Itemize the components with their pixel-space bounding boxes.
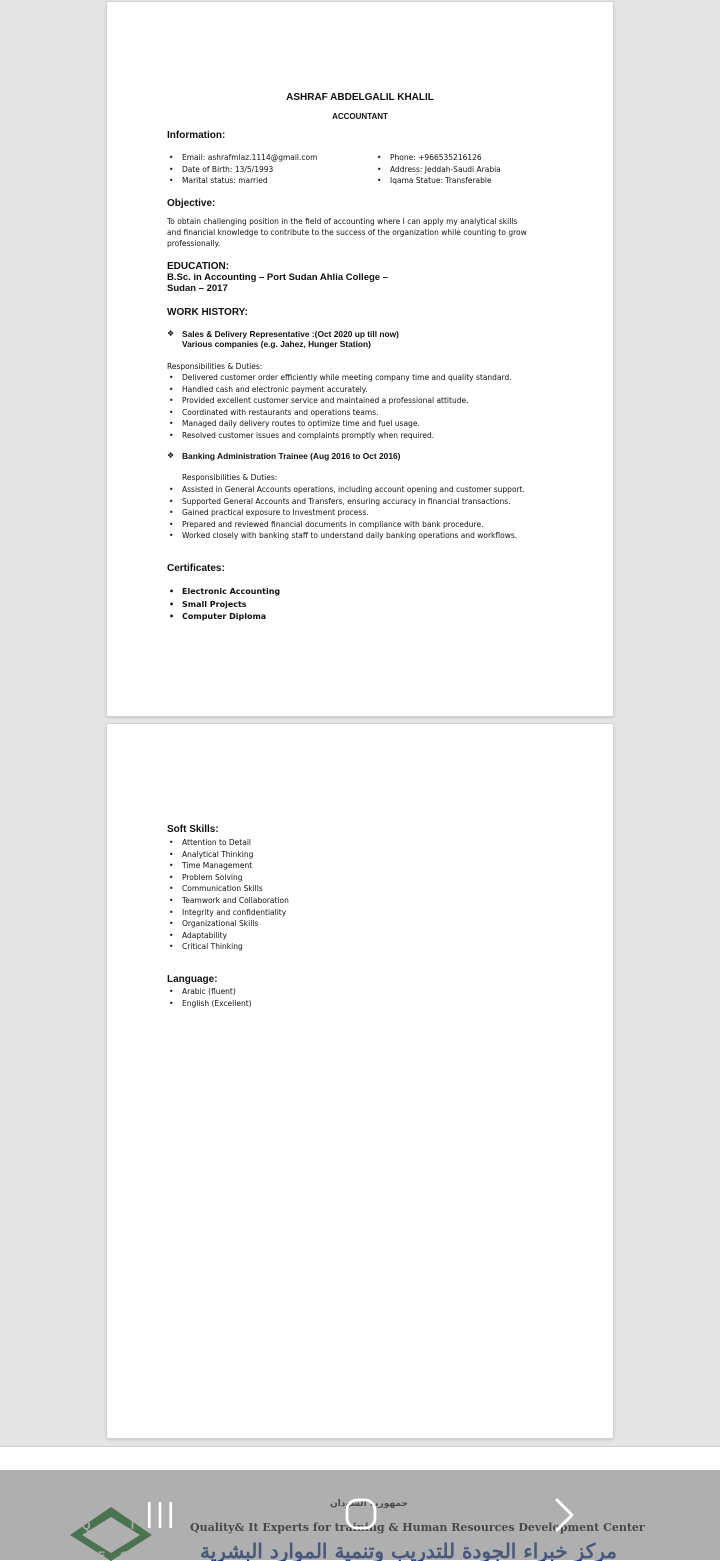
info-marital-status: • Marital status: married [167, 175, 367, 187]
recents-button[interactable] [130, 1492, 190, 1538]
certificates-list [167, 586, 467, 624]
education-degree-line1: B.Sc. in Accounting – Port Sudan Ahlia College – [167, 272, 388, 283]
certificate-item: • Computer Diploma [167, 611, 467, 624]
job-1-duty: • Managed daily delivery routes to optimize time and fuel usage. [167, 418, 587, 430]
language-heading: Language: [167, 974, 218, 985]
language-item: • Arabic (fluent) [167, 986, 467, 998]
objective-text: To obtain challenging position in the field of accounting where I can apply my analytical skills and financial knowledge to contribute to the success of the organization while counting to grow professionally. [167, 217, 527, 248]
job-1-subtitle: Various companies (e.g. Jahez, Hunger Station) [182, 339, 371, 349]
soft-skill-item: • Problem Solving [167, 872, 467, 884]
resume-title: ACCOUNTANT [332, 112, 388, 121]
information-left-list [167, 152, 367, 187]
job-1-duty: • Resolved customer issues and complaints promptly when required. [167, 430, 587, 442]
language-list [167, 986, 467, 1009]
resume-name: ASHRAF ABDELGALIL KHALIL [286, 92, 434, 103]
diamond-bullet-icon: ❖ [167, 451, 175, 460]
soft-skill-item: • Attention to Detail [167, 837, 467, 849]
language-item: • English (Excellent) [167, 998, 467, 1010]
info-dob: • Date of Birth: 13/5/1993 [167, 164, 367, 176]
soft-skill-item: • Adaptability [167, 930, 467, 942]
job-1-duties-list [167, 372, 587, 442]
soft-skill-item: • Analytical Thinking [167, 849, 467, 861]
home-icon [330, 1492, 390, 1538]
soft-skill-item: • Communication Skills [167, 883, 467, 895]
soft-skill-item: • Integrity and confidentiality [167, 907, 467, 919]
objective-heading: Objective: [167, 198, 216, 209]
home-button[interactable] [330, 1492, 390, 1538]
diamond-bullet-icon: ❖ [167, 329, 175, 338]
job-1-duties-label: Responsibilities & Duties: [167, 362, 263, 371]
job-1-duty: • Handled cash and electronic payment accurately. [167, 384, 587, 396]
soft-skill-item: • Critical Thinking [167, 941, 467, 953]
back-button[interactable] [535, 1492, 595, 1538]
navigation-bar [0, 1470, 720, 1560]
resume-page-1 [107, 2, 613, 716]
back-chevron-icon [535, 1492, 595, 1538]
job-2-title: Banking Administration Trainee (Aug 2016 to Oct 2016) [182, 451, 401, 461]
job-2-duty: • Assisted in General Accounts operations, including account opening and customer support. [167, 484, 597, 496]
job-1-duty: • Provided excellent customer service and maintained a professional attitude. [167, 395, 587, 407]
resume-page-2 [107, 724, 613, 1438]
job-2-duty: • Supported General Accounts and Transfers, ensuring accuracy in financial transactions. [167, 496, 597, 508]
job-2-duty: • Prepared and reviewed financial documents in compliance with bank procedure. [167, 519, 597, 531]
job-2-duty: • Worked closely with banking staff to understand daily banking operations and workflows. [167, 530, 597, 542]
job-1-duty: • Coordinated with restaurants and operations teams. [167, 407, 587, 419]
job-2-duties-label: Responsibilities & Duties: [182, 473, 278, 482]
certificate-item: • Electronic Accounting [167, 586, 467, 599]
job-2-duty: • Gained practical exposure to Investment process. [167, 507, 597, 519]
education-degree-line2: Sudan – 2017 [167, 283, 228, 294]
info-address: • Address: Jeddah-Saudi Arabia [375, 164, 575, 176]
information-heading: Information: [167, 130, 226, 141]
soft-skill-item: • Organizational Skills [167, 918, 467, 930]
information-right-list [375, 152, 575, 187]
job-1-title: Sales & Delivery Representative :(Oct 2020 up till now) [182, 329, 399, 339]
soft-skill-item: • Teamwork and Collaboration [167, 895, 467, 907]
soft-skill-item: • Time Management [167, 860, 467, 872]
info-email: • Email: ashrafmlaz.1114@gmail.com [167, 152, 367, 164]
certificates-heading: Certificates: [167, 563, 225, 574]
certificate-item: • Small Projects [167, 599, 467, 612]
info-iqama: • Iqama Statue: Transferable [375, 175, 575, 187]
soft-skills-heading: Soft Skills: [167, 824, 219, 835]
job-2-duties-list [167, 484, 597, 542]
work-history-heading: WORK HISTORY: [167, 307, 248, 318]
education-heading: EDUCATION: [167, 261, 230, 272]
info-phone: • Phone: +966535216126 [375, 152, 575, 164]
soft-skills-list [167, 837, 467, 953]
job-1-duty: • Delivered customer order efficiently while meeting company time and quality standard. [167, 372, 587, 384]
recents-icon [130, 1492, 190, 1538]
